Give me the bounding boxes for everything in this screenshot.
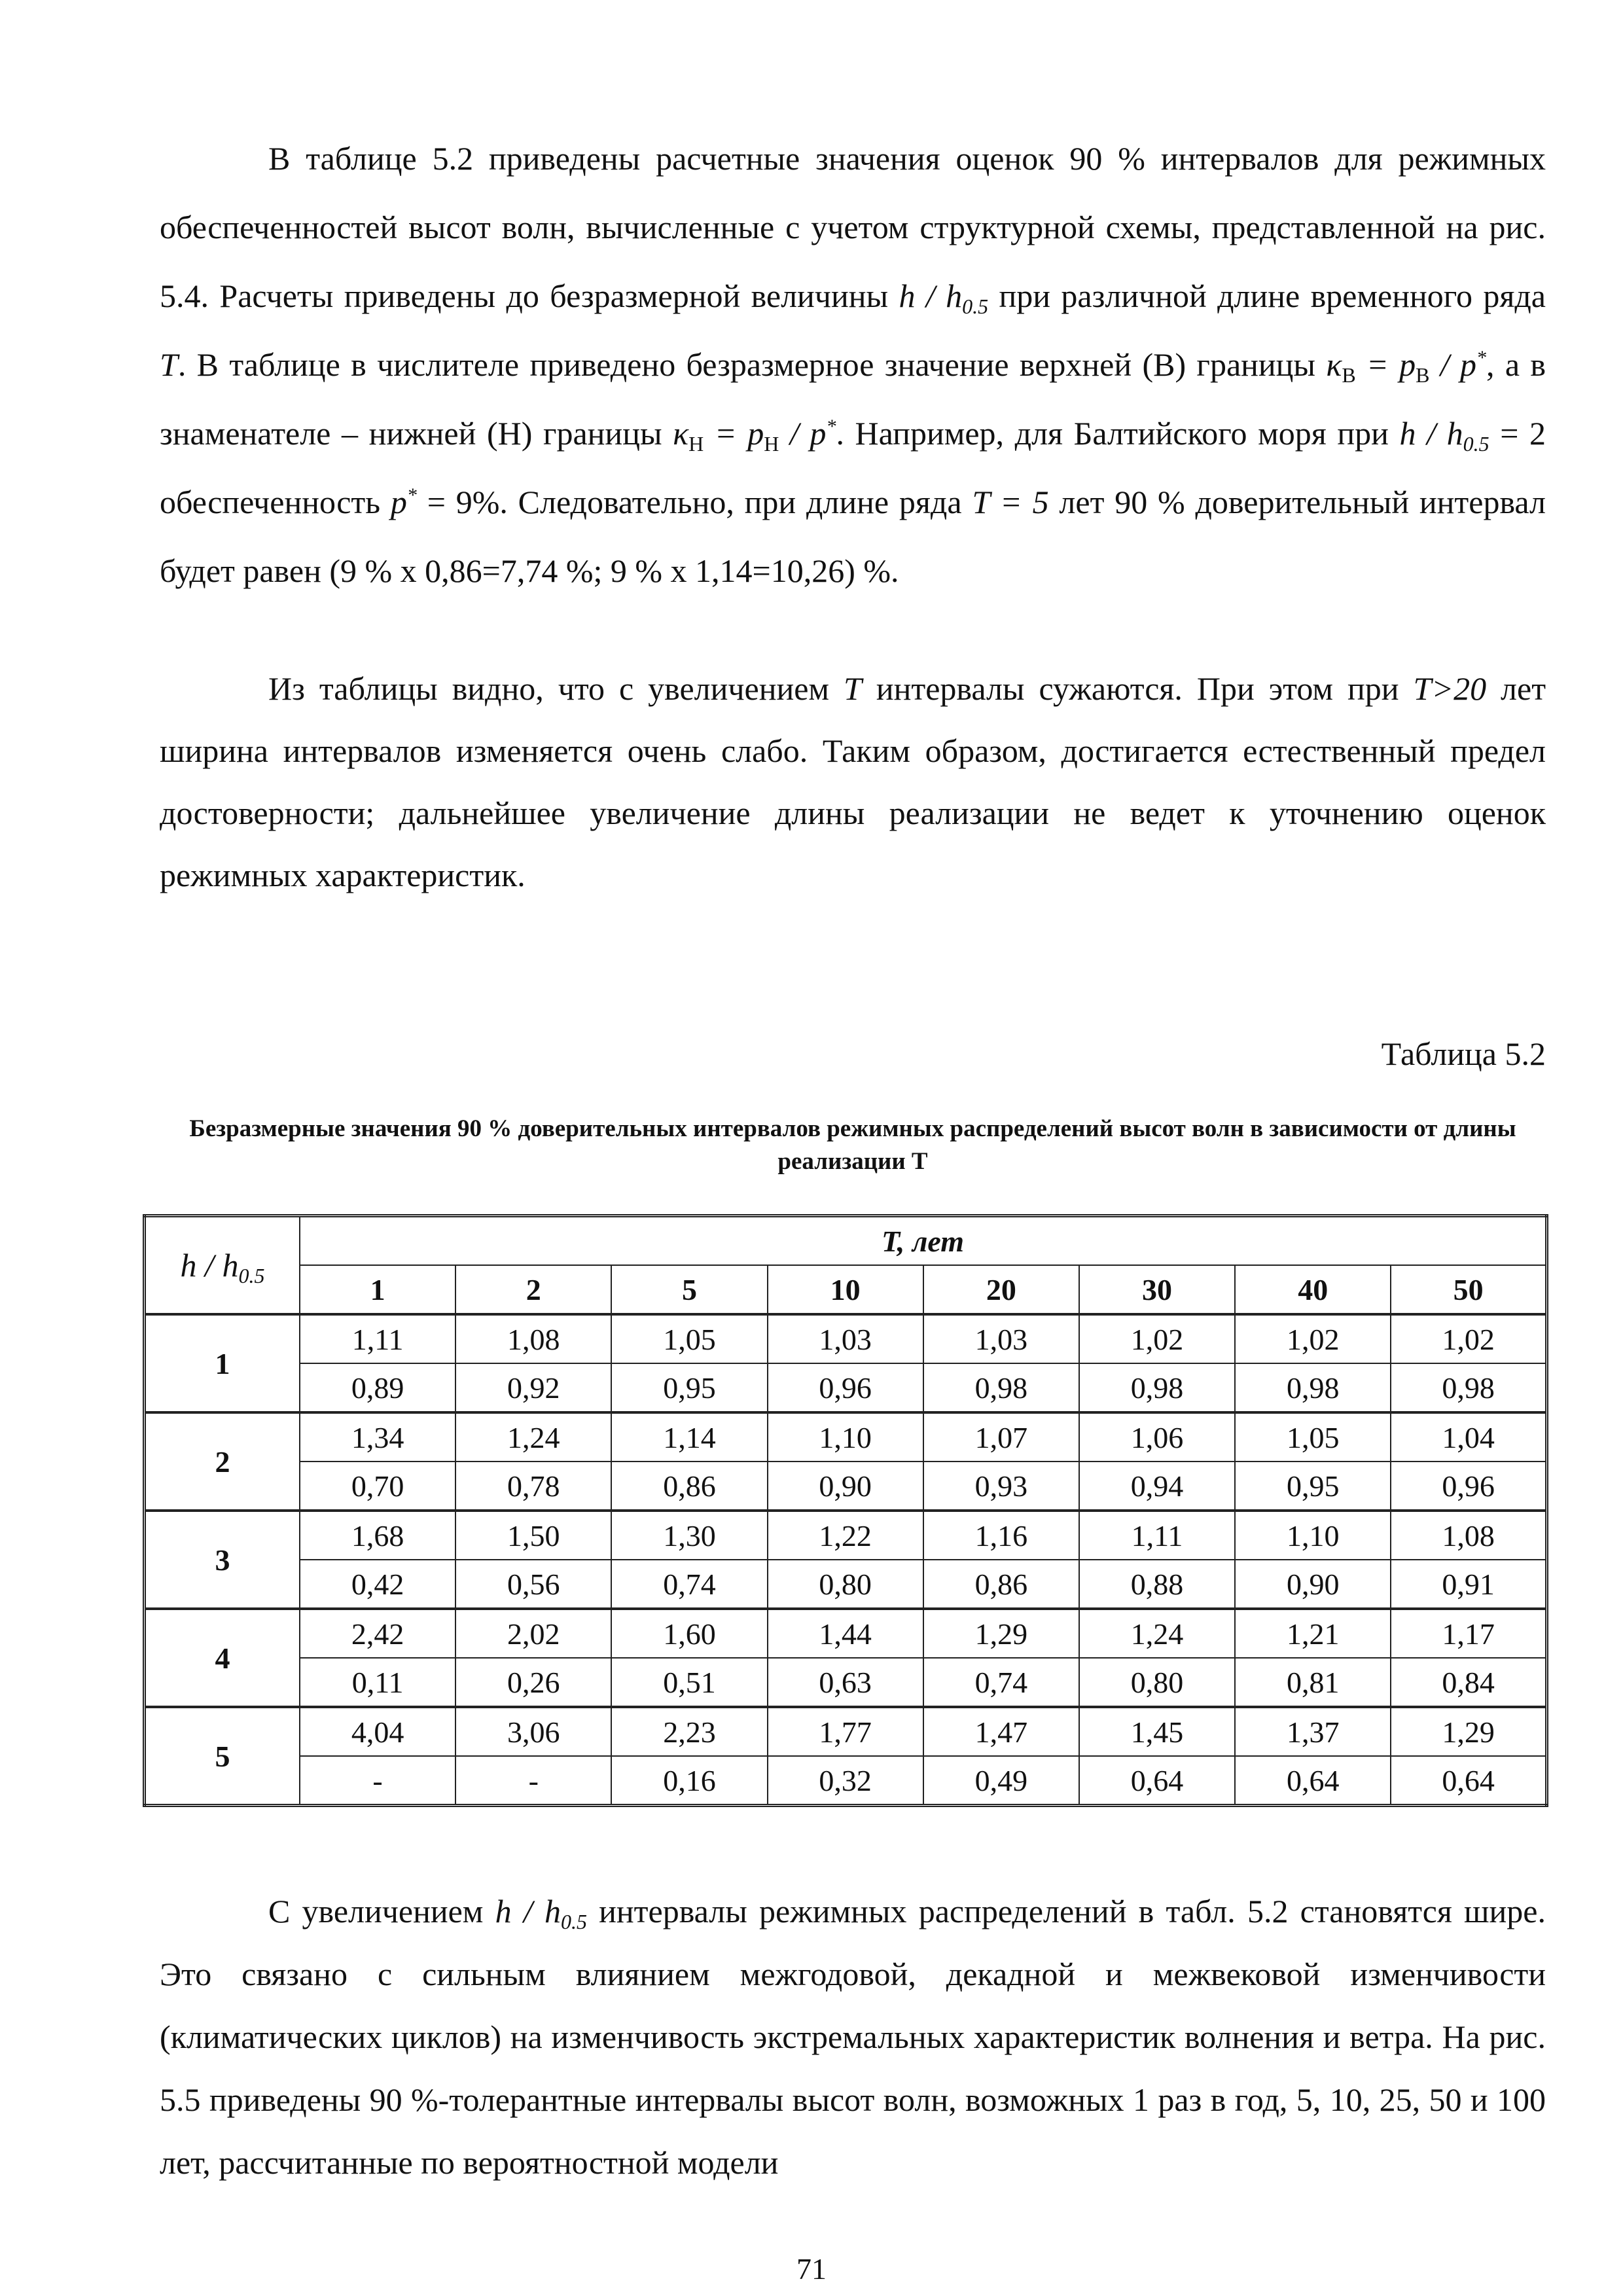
paragraph-2-text-1: Из таблицы видно, что с увеличением (268, 670, 830, 707)
table-row-upper (145, 1314, 1547, 1363)
table-cell-upper: 1,02 (1235, 1314, 1391, 1363)
paragraph-2-text-3: лет ширина интервалов изменяется очень слабо. Таким образом, достигается естественный предел достоверности; дальнейшее увеличение длины реализации не ведет к уточнению оценок режимных характеристик. (160, 670, 1546, 893)
table-cell-upper: 1,30 (611, 1511, 767, 1560)
table-cell-lower: 0,80 (768, 1560, 923, 1609)
table-cell-lower: 0,63 (768, 1658, 923, 1707)
row-header: 4 (145, 1609, 300, 1707)
table-cell-lower: 0,96 (768, 1363, 923, 1412)
table-row-upper (145, 1511, 1547, 1560)
table-cell-lower: 0,56 (455, 1560, 611, 1609)
table-cell-upper: 1,24 (1079, 1609, 1235, 1658)
table-row-upper (145, 1707, 1547, 1756)
column-header: 30 (1079, 1265, 1235, 1314)
table-cell-upper: 1,50 (455, 1511, 611, 1560)
column-header: 20 (923, 1265, 1079, 1314)
column-header: 40 (1235, 1265, 1391, 1314)
table-header-row (145, 1216, 1547, 1266)
table-cell-upper: 1,10 (1235, 1511, 1391, 1560)
table-corner-header: h / $h_{0.5}$ (145, 1216, 300, 1315)
formula-kappa-upper: $\kappa_В = p_В / p^*$ (1326, 346, 1487, 387)
table-cell-upper: 1,60 (611, 1609, 767, 1658)
paragraph-1-text-1: В таблице 5.2 приведены расчетные значения оценок 90 % интервалов для режимных обеспеченностей высот волн, вычисленные с учетом структурной схемы, представленной на рис. 5.4. Расчеты приведены до безразмерной величины (160, 140, 1546, 314)
table-cell-upper: 1,07 (923, 1412, 1079, 1462)
table-cell-upper: 1,17 (1391, 1609, 1546, 1658)
paragraph-1-text-7: . Следовательно, при длине ряда (499, 484, 962, 520)
formula-h-ratio: h / $h_{0.5}$ (899, 278, 989, 318)
formula-p-equals-9: p* = 9% (390, 484, 500, 520)
table-cell-upper: 3,06 (455, 1707, 611, 1756)
table-cell-lower: 0,90 (768, 1462, 923, 1511)
table-cell-upper: 1,05 (1235, 1412, 1391, 1462)
table-cell-lower: 0,64 (1079, 1756, 1235, 1806)
table-cell-lower: 0,42 (300, 1560, 455, 1609)
table-cell-upper: 1,02 (1391, 1314, 1546, 1363)
table-row-upper (145, 1412, 1547, 1462)
table-cell-upper: 1,02 (1079, 1314, 1235, 1363)
table-cell-lower: 0,32 (768, 1756, 923, 1806)
table-cell-upper: 1,29 (1391, 1707, 1546, 1756)
table-cell-lower: - (455, 1756, 611, 1806)
column-header: 10 (768, 1265, 923, 1314)
table-cell-lower: - (300, 1756, 455, 1806)
table-cell-upper: 1,05 (611, 1314, 767, 1363)
table-cell-lower: 0,11 (300, 1658, 455, 1707)
paragraph-1 (160, 124, 1546, 605)
table-cell-lower: 0,64 (1235, 1756, 1391, 1806)
formula-T-equals-5: T = 5 (972, 484, 1049, 520)
table-cell-lower: 0,26 (455, 1658, 611, 1707)
table-row-lower (145, 1560, 1547, 1609)
table-cell-lower: 0,93 (923, 1462, 1079, 1511)
table-cell-lower: 0,98 (1391, 1363, 1546, 1412)
table-row-lower (145, 1756, 1547, 1806)
table-column-headers (145, 1265, 1547, 1314)
row-header: 2 (145, 1412, 300, 1511)
table-cell-upper: 1,68 (300, 1511, 455, 1560)
symbol-T-greater-20: T>20 (1413, 670, 1487, 707)
table-cell-lower: 0,98 (1235, 1363, 1391, 1412)
table-cell-upper: 1,21 (1235, 1609, 1391, 1658)
table-cell-lower: 0,84 (1391, 1658, 1546, 1707)
table-cell-upper: 1,34 (300, 1412, 455, 1462)
table-cell-upper: 1,77 (768, 1707, 923, 1756)
table-cell-lower: 0,98 (1079, 1363, 1235, 1412)
table-cell-upper: 1,45 (1079, 1707, 1235, 1756)
table-cell-upper: 4,04 (300, 1707, 455, 1756)
row-header: 3 (145, 1511, 300, 1609)
table-cell-upper: 1,03 (768, 1314, 923, 1363)
table-cell-upper: 1,11 (300, 1314, 455, 1363)
paragraph-1-text-6: обеспеченность (160, 484, 381, 520)
symbol-T: T (844, 670, 862, 707)
table-cell-lower: 0,92 (455, 1363, 611, 1412)
table-cell-lower: 0,74 (611, 1560, 767, 1609)
table-cell-upper: 1,04 (1391, 1412, 1546, 1462)
table-cell-upper: 1,16 (923, 1511, 1079, 1560)
table-body (145, 1314, 1547, 1806)
page-number: 71 (796, 2252, 827, 2286)
table-cell-lower: 0,91 (1391, 1560, 1546, 1609)
paragraph-1-text-4: , а в знаменателе – нижней (Н) границы (160, 346, 1546, 452)
table-cell-upper: 1,08 (1391, 1511, 1546, 1560)
table-cell-lower: 0,74 (923, 1658, 1079, 1707)
paragraph-3 (160, 1880, 1546, 2194)
table-cell-lower: 0,81 (1235, 1658, 1391, 1707)
formula-h-ratio-2: h / $h_{0.5}$ (495, 1893, 587, 1933)
table-label: Таблица 5.2 (1381, 1035, 1546, 1072)
formula-T: T (160, 346, 178, 383)
paragraph-2-text-2: интервалы сужаются. При этом при (876, 670, 1399, 707)
table-cell-upper: 1,44 (768, 1609, 923, 1658)
table-caption: Безразмерные значения 90 % доверительных интервалов режимных распределений высот волн в зависимости от длины реализации T (189, 1115, 1516, 1175)
table-cell-upper: 1,11 (1079, 1511, 1235, 1560)
table-row-lower (145, 1462, 1547, 1511)
table-cell-upper: 1,03 (923, 1314, 1079, 1363)
table-cell-upper: 1,24 (455, 1412, 611, 1462)
paragraph-1-text-2: при различной длине временного ряда (999, 278, 1546, 314)
table-cell-lower: 0,89 (300, 1363, 455, 1412)
table-cell-upper: 1,22 (768, 1511, 923, 1560)
table-cell-lower: 0,80 (1079, 1658, 1235, 1707)
table-cell-upper: 1,14 (611, 1412, 767, 1462)
table-cell-upper: 1,10 (768, 1412, 923, 1462)
column-header: 1 (300, 1265, 455, 1314)
table-cell-lower: 0,78 (455, 1462, 611, 1511)
table-cell-lower: 0,51 (611, 1658, 767, 1707)
row-header: 1 (145, 1314, 300, 1412)
table-cell-upper: 2,02 (455, 1609, 611, 1658)
table-row-upper (145, 1609, 1547, 1658)
column-header: 5 (611, 1265, 767, 1314)
paragraph-3-text-1: С увеличением (268, 1893, 484, 1929)
paragraph-1-text-3: . В таблице в числителе приведено безразмерное значение верхней (В) границы (177, 346, 1316, 383)
table-cell-upper: 1,47 (923, 1707, 1079, 1756)
table-cell-lower: 0,86 (611, 1462, 767, 1511)
paragraph-3-text-2: интервалы режимных распределений в табл. 5.2 становятся шире. Это связано с сильным влиянием межгодовой, декадной и межвековой изменчивости (климатических циклов) на изменчивость экстремальных характеристик волнения и ветра. На рис. 5.5 приведены 90 %-толерантные интервалы высот волн, возможных 1 раз в год, 5, 10, 25, 50 и 100 лет, рассчитанные по вероятностной модели (160, 1893, 1546, 2181)
table-cell-upper: 2,42 (300, 1609, 455, 1658)
table-cell-lower: 0,90 (1235, 1560, 1391, 1609)
table-cell-lower: 0,95 (1235, 1462, 1391, 1511)
table-cell-lower: 0,86 (923, 1560, 1079, 1609)
table-cell-lower: 0,16 (611, 1756, 767, 1806)
table-cell-upper: 1,29 (923, 1609, 1079, 1658)
table-cell-lower: 0,95 (611, 1363, 767, 1412)
data-table (143, 1214, 1548, 1807)
table-cell-lower: 0,49 (923, 1756, 1079, 1806)
paragraph-1-text-8: лет 90 % доверительный интервал будет равен (9 % x 0,86=7,74 %; 9 % x 1,14=10,26) %. (160, 484, 1546, 589)
paragraph-1-text-5: . Например, для Балтийского моря при (836, 415, 1389, 452)
table-cell-lower: 0,96 (1391, 1462, 1546, 1511)
column-header: 2 (455, 1265, 611, 1314)
table-cell-lower: 0,98 (923, 1363, 1079, 1412)
table-cell-upper: 1,08 (455, 1314, 611, 1363)
table-cell-lower: 0,88 (1079, 1560, 1235, 1609)
table-cell-lower: 0,64 (1391, 1756, 1546, 1806)
row-header: 5 (145, 1707, 300, 1806)
table-cell-upper: 1,06 (1079, 1412, 1235, 1462)
table-row-lower (145, 1363, 1547, 1412)
table-period-header: T, лет (300, 1216, 1547, 1266)
table-row-lower (145, 1658, 1547, 1707)
formula-kappa-lower: $\kappa_Н = p_Н / p^*$ (673, 415, 836, 456)
table-cell-upper: 1,37 (1235, 1707, 1391, 1756)
paragraph-2 (160, 658, 1546, 906)
table-cell-lower: 0,70 (300, 1462, 455, 1511)
table-cell-upper: 2,23 (611, 1707, 767, 1756)
table-cell-lower: 0,94 (1079, 1462, 1235, 1511)
column-header: 50 (1391, 1265, 1546, 1314)
formula-h-equals-2: $h / h_{0.5} = 2$ (1399, 415, 1546, 456)
